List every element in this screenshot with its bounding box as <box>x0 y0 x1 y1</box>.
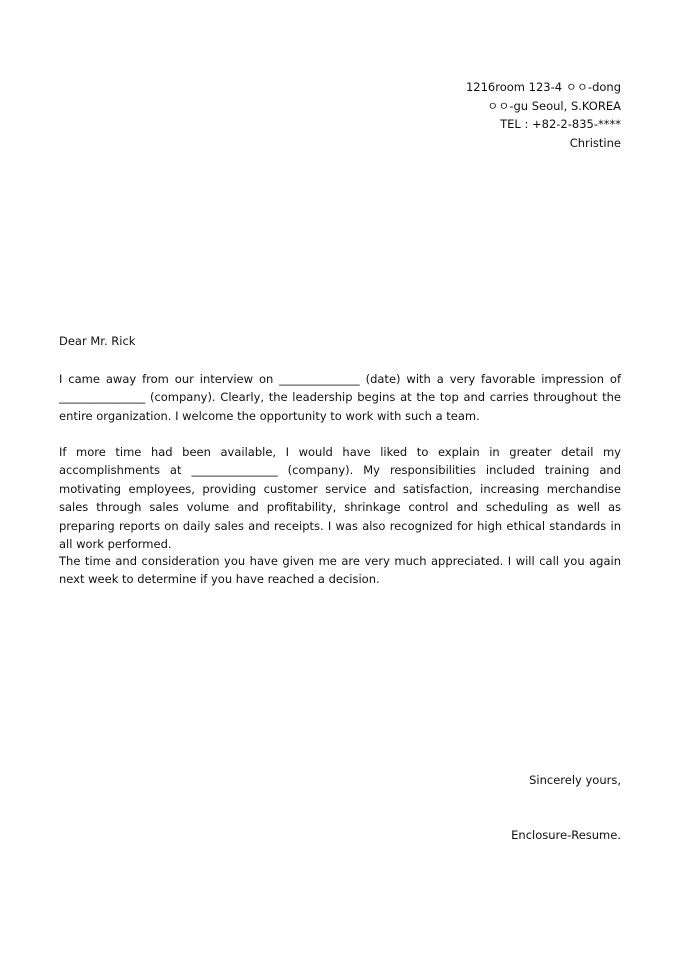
sender-address-line2: ㅇㅇ-gu Seoul, S.KOREA <box>487 98 621 113</box>
body-paragraph-3: The time and consideration you have given me are very much appreciated. I will call you again next week to determine if you have reached a decision. <box>59 554 621 587</box>
sender-address-line1: 1216room 123-4 ㅇㅇ-dong <box>465 80 621 94</box>
sender-address-block <box>466 78 621 152</box>
salutation: Dear Mr. Rick <box>59 334 136 348</box>
sender-phone: TEL : +82-2-835-**** <box>500 117 621 131</box>
sender-name: Christine <box>569 135 621 150</box>
enclosure-note: Enclosure-Resume. <box>511 828 621 842</box>
body-paragraph-1: I came away from our interview on ______________ (date) with a very favorable impression of _______________ (company). Clearly, the leadership begins at the top and carries throughout the entire organization. I welcome the opportunity to work with such a team. <box>59 372 621 423</box>
body-paragraph-2: If more time had been available, I would have liked to explain in greater detail my accomplishments at _______________ (company). My responsibilities included training and motivating employees, providing customer service and satisfaction, increasing merchandise sales through sales volume and profitability, shrinkage control and scheduling as well as preparing reports on daily sales and receipts. I was also recognized for high ethical standards in all work performed. <box>59 445 621 552</box>
closing: Sincerely yours, <box>529 773 621 787</box>
